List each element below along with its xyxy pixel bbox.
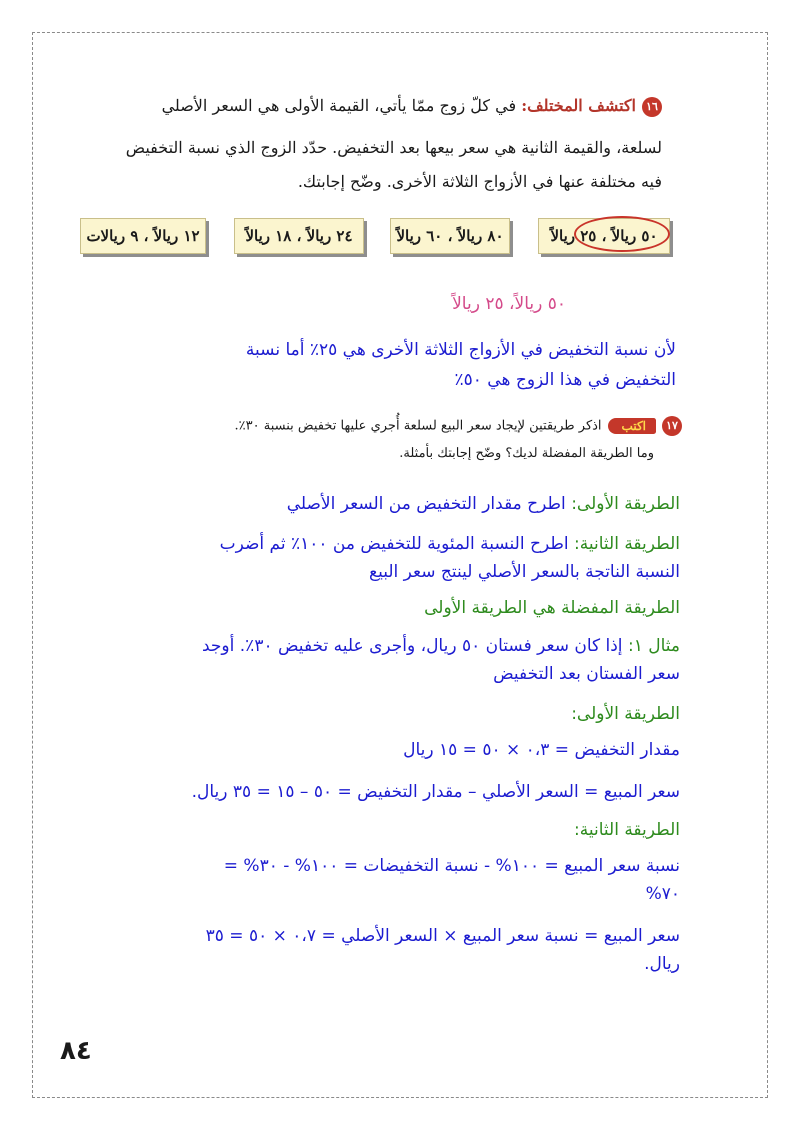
method-2-text-1: اطرح النسبة المئوية للتخفيض من ١٠٠٪ ثم أضرب bbox=[219, 534, 569, 554]
question-16-line-1 bbox=[162, 96, 662, 117]
method-2-line-1 bbox=[220, 534, 680, 554]
option-card-1: ٥٠ ريالاً ، ٢٥ ريالاً bbox=[538, 218, 670, 254]
example-line-2: سعر الفستان بعد التخفيض bbox=[493, 664, 680, 684]
option-card-4: ١٢ ريالاً ، ٩ ريالات bbox=[80, 218, 206, 254]
question-17-line-2: وما الطريقة المفضلة لديك؟ وضّح إجابتك بأمثلة. bbox=[399, 446, 654, 461]
question-number-badge: ١٧ bbox=[662, 416, 682, 436]
page-number: ٨٤ bbox=[60, 1036, 92, 1066]
discount-amount-line: مقدار التخفيض = ٠،٣ × ٥٠ = ١٥ ريال bbox=[403, 740, 680, 760]
method-1-label: الطريقة الأولى: bbox=[571, 494, 680, 514]
percent-line-2: ٧٠% bbox=[645, 884, 680, 904]
option-card-2: ٨٠ ريالاً ، ٦٠ ريالاً bbox=[390, 218, 510, 254]
sale-price-line: سعر المبيع = السعر الأصلي – مقدار التخفيض = ٥٠ – ١٥ = ٣٥ ريال. bbox=[191, 782, 680, 802]
final-price-line-1: سعر المبيع = نسبة سعر المبيع × السعر الأصلي = ٠،٧ × ٥٠ = ٣٥ bbox=[205, 926, 680, 946]
percent-line-1: نسبة سعر المبيع = ١٠٠% - نسبة التخفيضات = ١٠٠% - ٣٠% = bbox=[223, 856, 680, 876]
question-16-title: اكتشف المختلف: bbox=[521, 96, 636, 115]
question-16-text-1: في كلّ زوج ممّا يأتي، القيمة الأولى هي السعر الأصلي bbox=[161, 96, 517, 115]
preferred-method: الطريقة المفضلة هي الطريقة الأولى bbox=[424, 598, 680, 618]
example-label: مثال ١: bbox=[627, 636, 680, 656]
question-16-line-3: فيه مختلفة عنها في الأزواج الثلاثة الأخرى. وضّح إجابتك. bbox=[297, 172, 662, 191]
example-line-1 bbox=[202, 636, 680, 656]
method-2-label: الطريقة الثانية: bbox=[574, 534, 680, 554]
question-number-badge: ١٦ bbox=[642, 97, 662, 117]
option-card-3: ٢٤ ريالاً ، ١٨ ريالاً bbox=[234, 218, 364, 254]
answer-16-pair: ٥٠ ريالاً، ٢٥ ريالاً bbox=[452, 294, 566, 314]
example-text-1: إذا كان سعر فستان ٥٠ ريال، وأجرى عليه تخفيض ٣٠٪. أوجد bbox=[202, 636, 623, 656]
first-method-heading: الطريقة الأولى: bbox=[571, 704, 680, 724]
write-badge: اكتب bbox=[608, 418, 656, 434]
second-method-heading: الطريقة الثانية: bbox=[574, 820, 680, 840]
question-16-line-2: لسلعة، والقيمة الثانية هي سعر بيعها بعد التخفيض. حدّد الزوج الذي نسبة التخفيض bbox=[125, 138, 662, 157]
method-2-line-2: النسبة الناتجة بالسعر الأصلي لينتج سعر البيع bbox=[369, 562, 680, 582]
question-17-text-1: اذكر طريقتين لإيجاد سعر البيع لسلعة أُجري عليها تخفيض بنسبة ٣٠٪. bbox=[234, 418, 602, 434]
question-17-line-1 bbox=[235, 416, 682, 436]
method-1-line bbox=[287, 494, 680, 514]
answer-16-reason-line-2: التخفيض في هذا الزوج هي ٥٠٪ bbox=[454, 370, 676, 390]
answer-16-reason-line-1: لأن نسبة التخفيض في الأزواج الثلاثة الأخرى هي ٢٥٪ أما نسبة bbox=[245, 340, 676, 360]
answer-circle-mark bbox=[574, 216, 670, 252]
method-1-text: اطرح مقدار التخفيض من السعر الأصلي bbox=[286, 494, 566, 514]
final-price-line-2: ريال. bbox=[644, 954, 680, 974]
